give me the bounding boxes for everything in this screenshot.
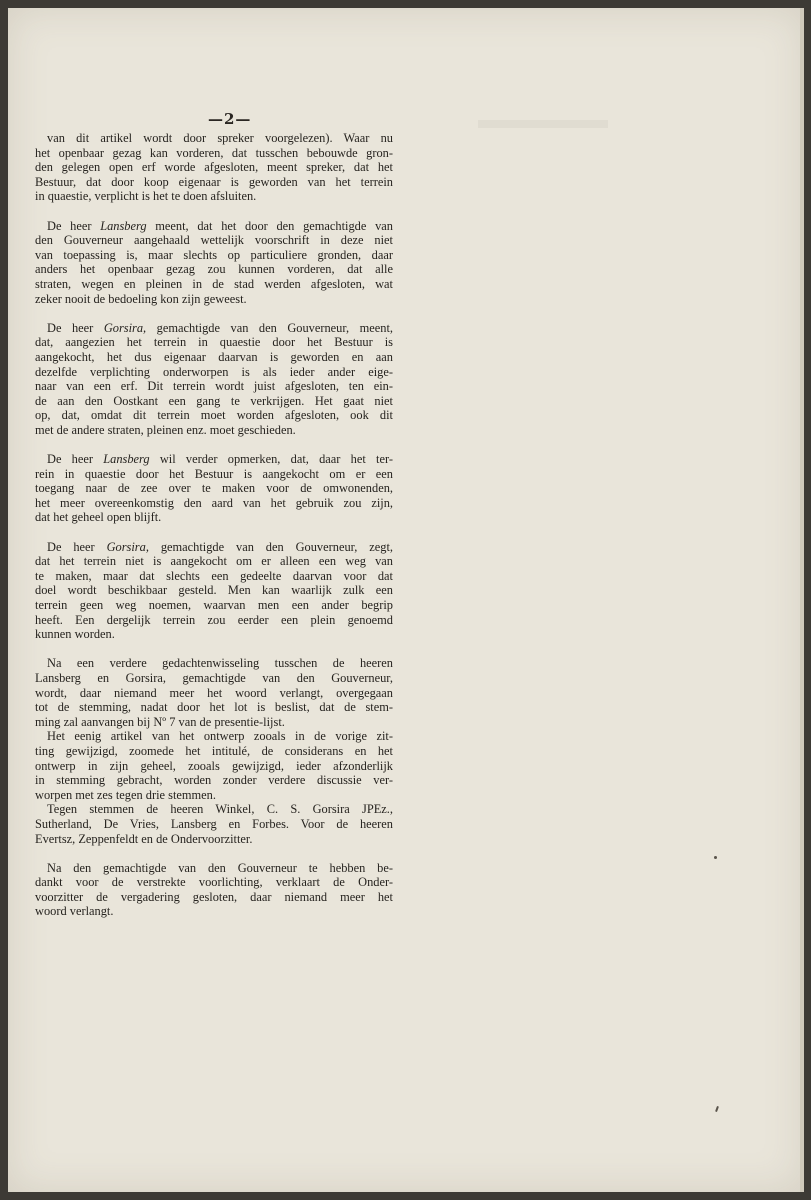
- speaker-prefix: De heer: [47, 452, 93, 467]
- line-text: gemachtigde van den Gouverneur, zegt,: [148, 539, 393, 554]
- text-line: Sutherland, De Vries, Lansberg en Forbes. Voor de heeren: [35, 816, 393, 831]
- bleed-through-mark: [478, 120, 608, 128]
- line-text: meent, dat het door den gemachtigde van: [146, 218, 393, 233]
- line-text: wil verder opmerken, dat, daar het ter-: [149, 452, 393, 467]
- text-line: naar van een erf. Dit terrein wordt juist afgesloten, ten ein-: [35, 379, 393, 394]
- text-line: te maken, maar dat slechts een gedeelte daarvan voor dat: [35, 568, 393, 583]
- paragraph: [35, 452, 393, 525]
- text-line: het meer overeenkomstig den aard van het gebruik zou zijn,: [35, 495, 393, 510]
- text-line: toegang naar de zee over te maken voor de omwonenden,: [35, 481, 393, 496]
- text-line: van toepassing is, maar slechts op particuliere gronden, daar: [35, 247, 393, 262]
- text-line: doel wordt beschikbaar gesteld. Men kan waarlijk zulk een: [35, 583, 393, 598]
- text-line: anders het openbaar gezag zou kunnen vorderen, dat alle: [35, 262, 393, 277]
- text-line: Tegen stemmen de heeren Winkel, C. S. Gorsira JPEz.,: [47, 802, 393, 817]
- paragraph: [35, 131, 393, 204]
- text-line: [35, 321, 393, 336]
- text-line: met de andere straten, pleinen enz. moet geschieden.: [35, 422, 296, 437]
- text-line: in stemming gebracht, worden zonder verdere discussie ver-: [35, 773, 393, 788]
- speaker-name: Gorsira,: [103, 320, 147, 335]
- document-body: [35, 131, 393, 934]
- text-line: terrein geen weg noemen, waarvan men een ander begrip: [35, 598, 393, 612]
- paper-speck: [715, 1106, 719, 1112]
- paragraph: [35, 540, 393, 642]
- text-line: ontwerp in zijn geheel, zooals gewijzigd, ieder afzonderlijk: [35, 758, 393, 773]
- text-line: de aan den Oostkant een gang te verkrijgen. Het gaat niet: [35, 393, 393, 408]
- text-line: dankt voor de verstrekte voorlichting, verklaart de Onder-: [35, 875, 393, 890]
- paragraph: [35, 802, 393, 846]
- text-line: den gelegen open erf worde afgesloten, meent spreker, dat het: [35, 160, 393, 175]
- text-line: heeft. Een dergelijk terrein zou eerder een plein genoemd: [35, 612, 393, 627]
- paragraph: [35, 656, 393, 729]
- text-line: Na den gemachtigde van den Gouverneur te hebben be-: [47, 860, 393, 875]
- page-edge: [800, 8, 804, 1192]
- text-line: kunnen worden.: [35, 627, 115, 642]
- text-line: rein in quaestie door het Bestuur is aangekocht om er een: [35, 466, 393, 481]
- speaker-name: Gorsira,: [106, 539, 149, 554]
- text-line: dat, aangezien het terrein in quaestie door het Bestuur is: [35, 335, 393, 350]
- paragraph: [35, 321, 393, 438]
- text-line: voorzitter de vergadering gesloten, daar niemand meer het: [35, 889, 393, 904]
- text-line: [35, 540, 393, 555]
- text-line: worpen met zes tegen drie stemmen.: [35, 787, 216, 802]
- line-text: gemachtigde van den Gouverneur, meent,: [146, 320, 393, 335]
- text-line: den Gouverneur aangehaald wettelijk voorschrift in deze niet: [35, 233, 393, 248]
- text-line: van dit artikel wordt door spreker voorgelezen). Waar nu: [47, 131, 393, 145]
- speaker-prefix: De heer: [47, 539, 95, 554]
- paper-speck: [714, 856, 717, 859]
- speaker-name: Lansberg: [100, 218, 147, 233]
- text-line: [35, 452, 393, 467]
- speaker-prefix: De heer: [47, 320, 94, 335]
- text-line: in quaestie, verplicht is het te doen afsluiten.: [35, 189, 257, 204]
- speaker-name: Lansberg: [103, 452, 150, 467]
- text-line: Na een verdere gedachtenwisseling tusschen de heeren: [47, 656, 393, 671]
- text-line: ting gewijzigd, zoomede het intitulé, de considerans en het: [35, 743, 393, 758]
- text-line: Lansberg en Gorsira, gemachtigde van den Gouverneur,: [35, 670, 393, 685]
- paragraph: [35, 219, 393, 307]
- text-line: dat het terrein niet is aangekocht om er alleen een weg van: [35, 554, 393, 569]
- text-line: wordt, daar niemand meer het woord verlangt, overgegaan: [35, 685, 393, 700]
- text-line: dat het geheel open blijft.: [35, 510, 162, 525]
- text-line: dezelfde verplichting onderworpen is als ieder ander eige-: [35, 364, 393, 379]
- text-line: straten, wegen en pleinen in de stad werden afgesloten, wat: [35, 276, 393, 291]
- text-line: aangekocht, het dus eigenaar daarvan is geworden en aan: [35, 349, 393, 364]
- speaker-prefix: De heer: [47, 218, 92, 233]
- text-line: tot de stemming, nadat door het lot is beslist, dat de stem-: [35, 700, 393, 715]
- text-line: [35, 219, 393, 234]
- text-line: Bestuur, dat door koop eigenaar is geworden van het terrein: [35, 174, 393, 189]
- page-number: —2—: [208, 110, 252, 128]
- text-line: zeker nooit de bedoeling kon zijn geweest.: [35, 291, 247, 306]
- paragraph: [35, 729, 393, 802]
- text-line: woord verlangt.: [35, 904, 114, 919]
- text-line: Evertsz, Zeppenfeldt en de Ondervoorzitter.: [35, 831, 253, 846]
- text-line: op, dat, omdat dit terrein moet worden afgesloten, ook dit: [35, 408, 393, 423]
- text-line: Het eenig artikel van het ontwerp zooals in de vorige zit-: [47, 729, 393, 744]
- text-line: het openbaar gezag kan vorderen, dat tusschen bebouwde gron-: [35, 145, 393, 160]
- text-line: ming zal aanvangen bij Nº 7 van de presentie-lijst.: [35, 714, 285, 729]
- paragraph: [35, 861, 393, 919]
